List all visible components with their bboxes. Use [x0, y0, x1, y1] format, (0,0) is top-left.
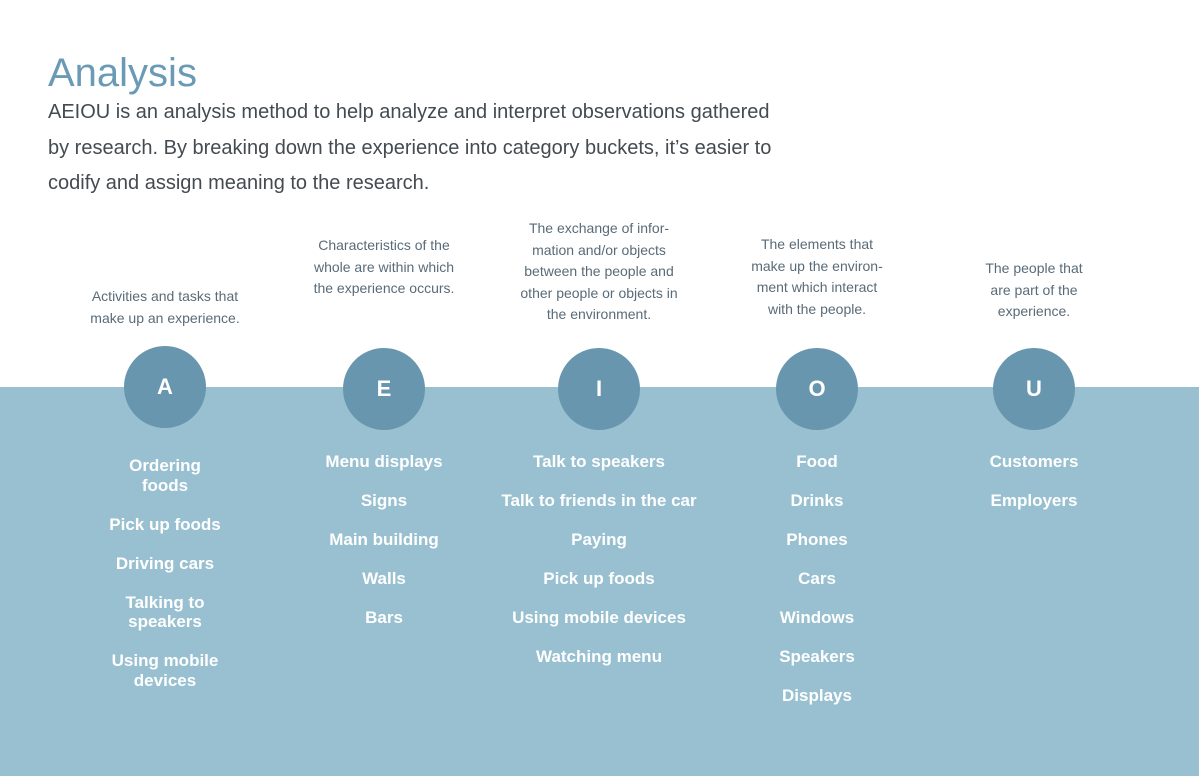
- category-items-a: [55, 456, 275, 710]
- category-description: The elements that make up the environ-ment which interact with the people.: [751, 236, 883, 317]
- list-item: Pick up foods: [543, 569, 655, 588]
- category-description: Characteristics of the whole are within which the experience occurs.: [313, 237, 455, 296]
- category-description: The people that are part of the experience.: [985, 260, 1083, 319]
- page-title: Analysis: [48, 51, 197, 95]
- list-item: Customers: [989, 452, 1079, 471]
- category-description: The exchange of infor-mation and/or objects between the people and other people or objects in the environment.: [520, 220, 678, 322]
- list-item: Cars: [798, 569, 836, 588]
- category-circle-o: O: [776, 348, 858, 430]
- list-item: Walls: [362, 569, 406, 588]
- list-item: Signs: [360, 491, 408, 510]
- category-column-i: [489, 0, 709, 776]
- list-item: Using mobile devices: [512, 608, 686, 627]
- list-item: Using mobile devices: [111, 651, 219, 690]
- list-item: Main building: [329, 530, 439, 549]
- list-item: Speakers: [779, 647, 855, 666]
- list-item: Displays: [782, 686, 852, 705]
- category-circle-i: I: [558, 348, 640, 430]
- category-items-u: [924, 452, 1144, 530]
- category-column-a: [55, 0, 275, 776]
- list-item: Phones: [786, 530, 848, 549]
- category-circle-u: U: [993, 348, 1075, 430]
- list-item: Menu displays: [325, 452, 443, 471]
- category-column-o: [707, 0, 927, 776]
- category-items-i: [489, 452, 709, 686]
- category-description: Activities and tasks that make up an experience.: [90, 288, 240, 326]
- list-item: Watching menu: [536, 647, 662, 666]
- list-item: Pick up foods: [109, 514, 221, 534]
- list-item: Drinks: [790, 491, 844, 510]
- list-item: Talk to friends in the car: [501, 491, 697, 510]
- list-item: Talking to speakers: [125, 592, 205, 631]
- list-item: Windows: [779, 608, 855, 627]
- list-item: Talk to speakers: [533, 452, 665, 471]
- intro-paragraph: AEIOU is an analysis method to help analyze and interpret observations gathered by research. By breaking down the experience into category buckets, it’s easier to codify and assign meaning to the research.: [48, 101, 772, 194]
- category-column-u: [924, 0, 1144, 776]
- category-items-o: [707, 452, 927, 725]
- category-circle-e: E: [343, 348, 425, 430]
- list-item: Employers: [990, 491, 1078, 510]
- category-items-e: [274, 452, 494, 647]
- list-item: Bars: [365, 608, 403, 627]
- list-item: Paying: [571, 530, 627, 549]
- list-item: Driving cars: [115, 553, 215, 573]
- list-item: Ordering foods: [129, 456, 201, 495]
- category-circle-a: A: [124, 346, 206, 428]
- list-item: Food: [796, 452, 838, 471]
- category-column-e: [274, 0, 494, 776]
